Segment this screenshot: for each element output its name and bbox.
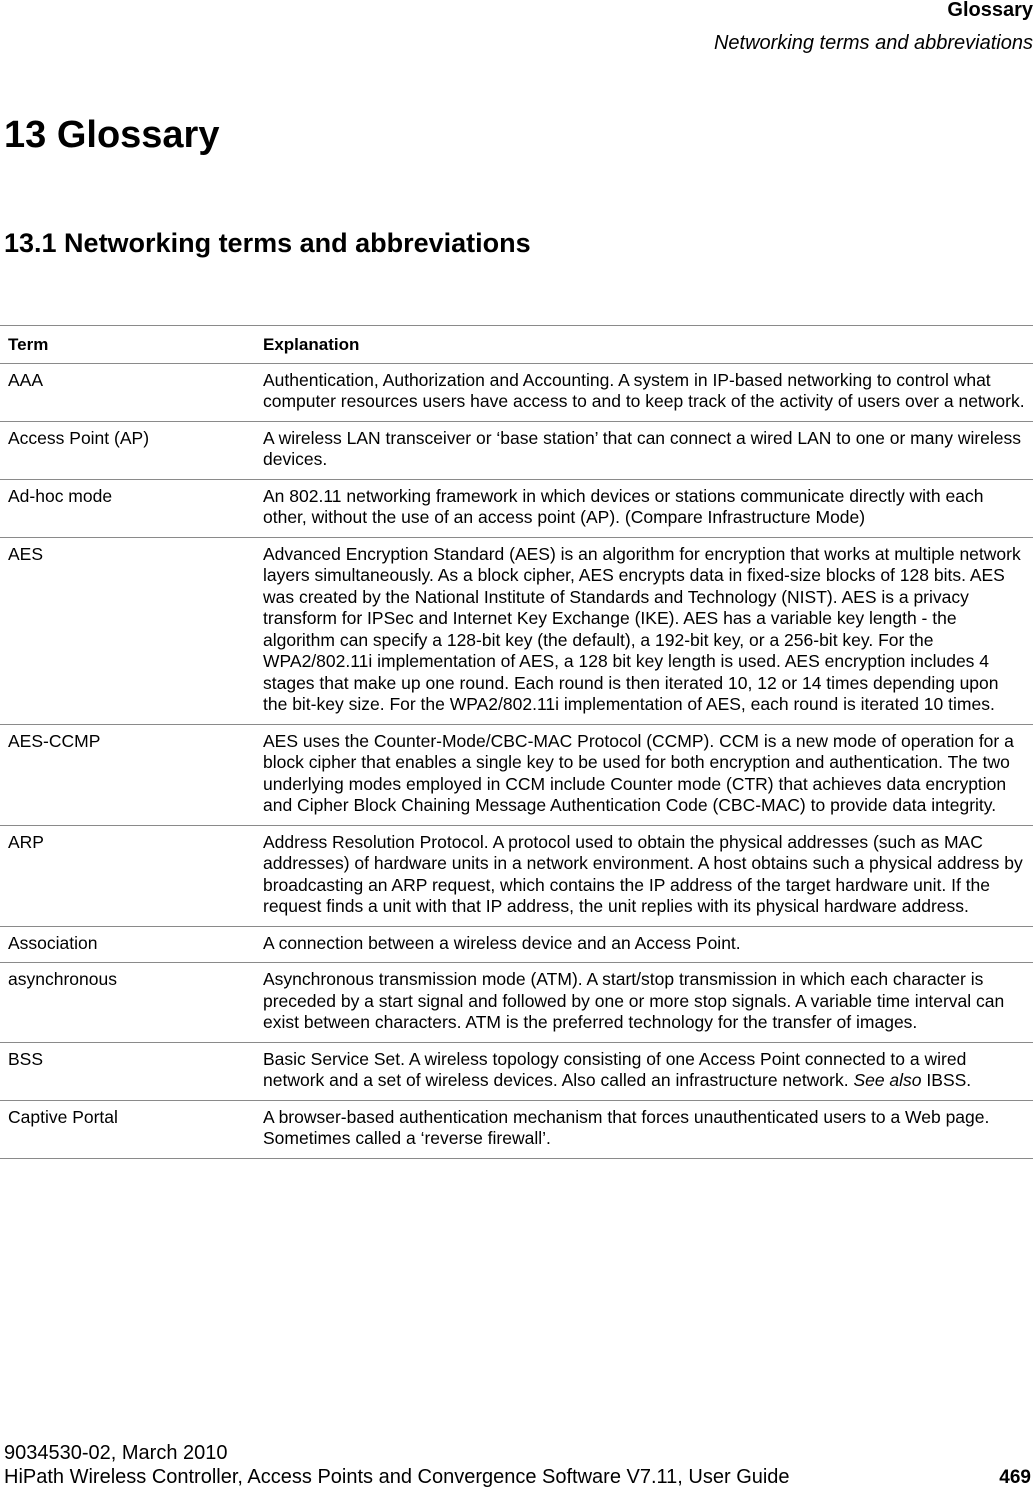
explanation-text: Basic Service Set. A wireless topology consisting of one Access Point connected to a wired network and a set of wireless devices. Also called an infrastructure network.: [263, 1048, 967, 1090]
term-cell: AAA: [8, 369, 44, 390]
explanation-cell: Address Resolution Protocol. A protocol used to obtain the physical addresses (such as MAC addresses) of hardware units in a network environment. A host obtains such a physical address by broadcasting an ARP request, which contains the IP address of the target hardware unit. If the request finds a unit with that IP address, the unit replies with its physical hardware address.: [263, 831, 1023, 916]
table-row: [0, 725, 1033, 826]
term-cell: Ad-hoc mode: [8, 485, 113, 506]
table-header-row: [0, 326, 1033, 364]
term-cell: Association: [8, 932, 98, 953]
table-row: [0, 422, 1033, 480]
table-row: [0, 538, 1033, 725]
explanation-cell: A wireless LAN transceiver or ‘base station’ that can connect a wired LAN to one or many wireless devices.: [263, 427, 1022, 469]
term-cell: BSS: [8, 1048, 44, 1069]
term-cell: asynchronous: [8, 969, 117, 989]
explanation-cell: Asynchronous transmission mode (ATM). A start/stop transmission in which each character is preceded by a start signal and followed by one or more stop signals. A variable time interval can exist between characters. ATM is the preferred technology for the transfer of images.: [263, 969, 1005, 1032]
running-header-subtitle: Networking terms and abbreviations: [713, 32, 1033, 54]
table-row: [0, 1043, 1033, 1101]
see-also-label: See also: [853, 1070, 922, 1090]
column-header-explanation: Explanation: [263, 335, 360, 354]
term-cell: Captive Portal: [8, 1106, 118, 1127]
term-cell: AES-CCMP: [8, 730, 101, 751]
explanation-cell: A browser-based authentication mechanism that forces unauthenticated users to a Web page. Sometimes called a ‘reverse firewall’.: [263, 1106, 990, 1148]
term-cell: Access Point (AP): [8, 427, 150, 448]
table-row: [0, 963, 1033, 1043]
term-cell: AES: [8, 543, 44, 564]
explanation-cell: An 802.11 networking framework in which devices or stations communicate directly with each other, without the use of an access point (AP). (Compare Infrastructure Mode): [263, 485, 984, 527]
table-row: [0, 927, 1033, 964]
table-row: [0, 826, 1033, 927]
footer-guide-title: HiPath Wireless Controller, Access Points and Convergence Software V7.11, User Guide: [4, 1466, 790, 1488]
glossary-table: [0, 325, 1033, 1159]
table-row: [0, 1101, 1033, 1159]
explanation-cell: Authentication, Authorization and Accounting. A system in IP-based networking to control what computer resources users have access to and to keep track of the activity of users over a network.: [263, 369, 1025, 411]
explanation-cell: Advanced Encryption Standard (AES) is an algorithm for encryption that works at multiple network layers simultaneously. As a block cipher, AES encrypts data in fixed-size blocks of 128 bits. AES was created by the National Institute of Standards and Technology (NIST). AES is a privacy transform for IPSec and Internet Key Exchange (IKE). AES has a variable key length - the algorithm can specify a 128-bit key (the default), a 192-bit key, or a 256-bit key. For the WPA2/802.11i implementation of AES, a 128 bit key length is used. AES encryption includes 4 stages that make up one round. Each round is then iterated 10, 12 or 14 times depending upon the bit-key size. For the WPA2/802.11i implementation of AES, each round is iterated 10 times.: [263, 543, 1021, 714]
chapter-title: 13 Glossary: [4, 114, 220, 156]
page-number: 469: [999, 1467, 1031, 1488]
table-row: [0, 480, 1033, 538]
table-row: [0, 364, 1033, 422]
column-header-term: Term: [8, 335, 49, 354]
footer-document-id: 9034530-02, March 2010: [4, 1442, 228, 1464]
explanation-cell: [263, 1049, 1033, 1092]
section-title: 13.1 Networking terms and abbreviations: [4, 228, 531, 258]
explanation-cell: AES uses the Counter-Mode/CBC-MAC Protocol (CCMP). CCM is a new mode of operation for a block cipher that enables a single key to be used for both encryption and authentication. The two underlying modes employed in CCM include Counter mode (CTR) that achieves data encryption and Cipher Block Chaining Message Authentication Code (CBC-MAC) to provide data integrity.: [263, 730, 1014, 815]
see-also-reference: IBSS.: [926, 1070, 972, 1090]
term-cell: ARP: [8, 831, 44, 852]
explanation-cell: A connection between a wireless device and an Access Point.: [263, 932, 741, 953]
running-header-title: Glossary: [947, 0, 1033, 21]
